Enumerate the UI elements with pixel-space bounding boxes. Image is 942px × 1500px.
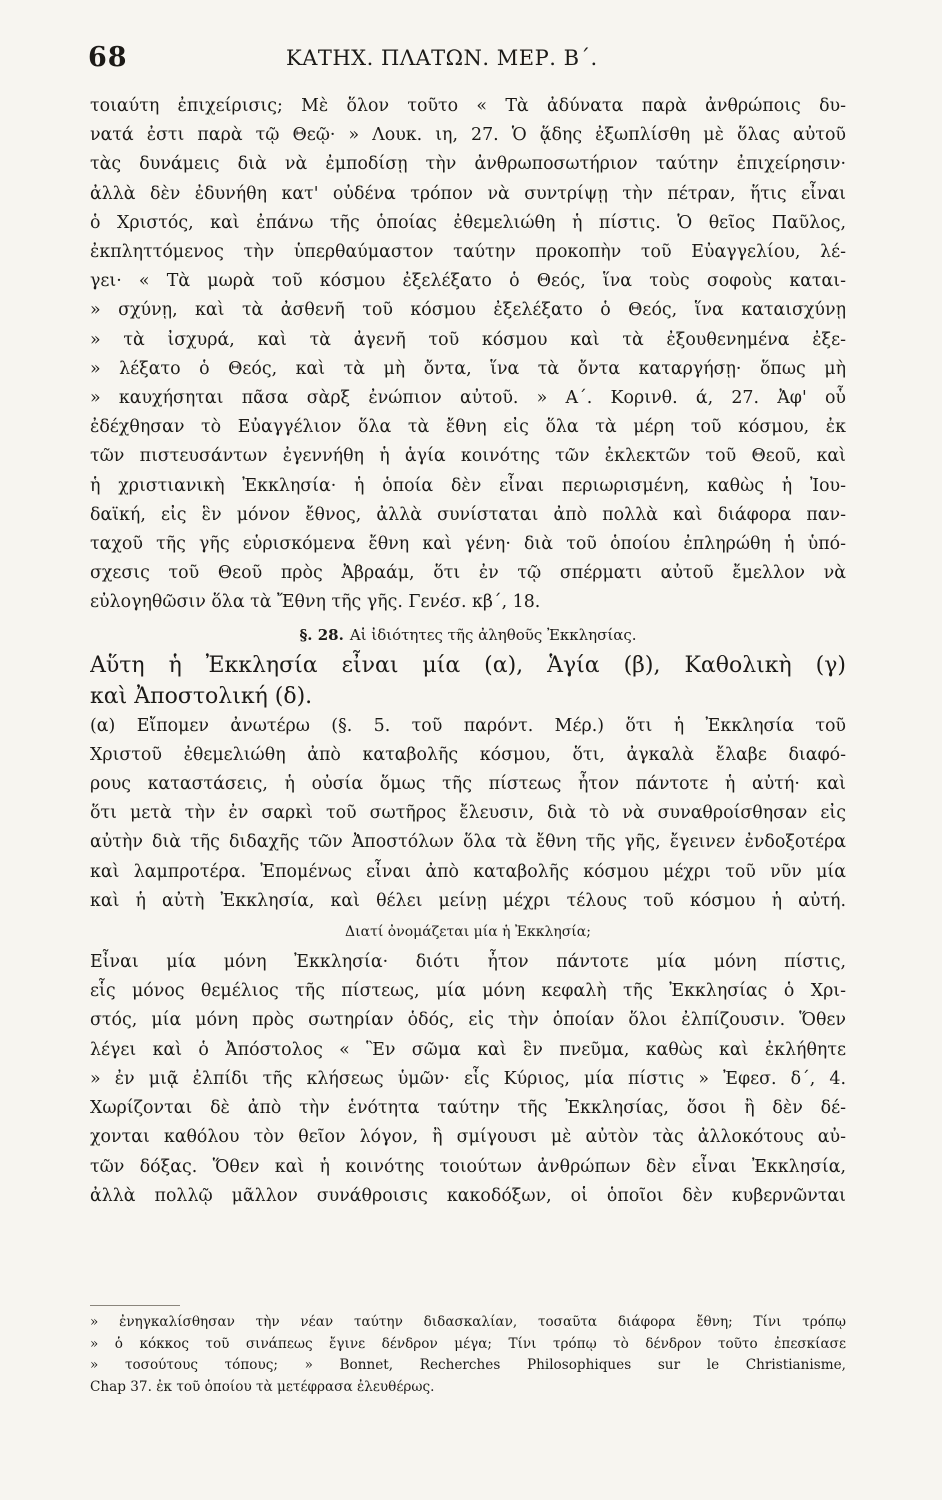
text-line: εὐλογηθῶσιν ὅλα τὰ Ἔθνη τῆς γῆς. Γενέσ. κβ΄, 18.	[90, 592, 541, 613]
text-line: καὶ λαμπροτέρα. Ἐπομένως εἶναι ἀπὸ καταβολῆς κόσμου μέχρι τοῦ νῦν μία	[90, 861, 846, 882]
text-line: λέγει καὶ ὁ Ἀπόστολος « Ἓν σῶμα καὶ ἓν πνεῦμα, καθὼς καὶ ἐκλήθητε	[90, 1039, 846, 1060]
section-number: §. 28.	[299, 625, 344, 644]
running-head: ΚΑΤΗΧ. ΠΛΑΤΩΝ. ΜΕΡ. Β΄.	[286, 46, 598, 70]
text-line: » λέξατο ὁ Θεός, καὶ τὰ μὴ ὄντα, ἵνα τὰ ὄντα καταργήσῃ· ὅπως μὴ	[90, 358, 846, 379]
footnote-line: » ἐνηγκαλίσθησαν τὴν νέαν ταύτην διδασκαλίαν, τοσαῦτα διάφορα ἔθνη; Τίνι τρόπῳ	[90, 1314, 846, 1330]
text-line: ταχοῦ τῆς γῆς εὑρισκόμενα ἔθνη καὶ γένη· διὰ τοῦ ὁποίου ἐπληρώθη ἡ ὑπό-	[90, 534, 846, 555]
text-line: σχεσις τοῦ Θεοῦ πρὸς Ἀβραάμ, ὅτι ἐν τῷ σπέρματι αὐτοῦ ἔμελλον νὰ	[90, 563, 846, 584]
text-line: τὰς δυνάμεις διὰ νὰ ἐμποδίσῃ τὴν ἀνθρωποσωτήριον ταύτην ἐπιχείρησιν·	[90, 154, 846, 175]
text-line: (α) Εἴπομεν ἀνωτέρω (§. 5. τοῦ παρόντ. Μέρ.) ὅτι ἡ Ἐκκλησία τοῦ	[90, 715, 846, 736]
text-line: γει· « Τὰ μωρὰ τοῦ κόσμου ἐξελέξατο ὁ Θεός, ἵνα τοὺς σοφοὺς καται-	[90, 271, 846, 292]
paragraph-intro	[90, 92, 846, 618]
text-line: τῶν πιστευσάντων ἐγεννήθη ἡ ἁγία κοινότης τῶν ἐκλεκτῶν τοῦ Θεοῦ, καὶ	[90, 446, 846, 467]
text-line: Χωρίζονται δὲ ἀπὸ τὴν ἑνότητα ταύτην τῆς Ἐκκλησίας, ὅσοι ἢ δὲν δέ-	[90, 1098, 846, 1119]
text-line: » καυχήσηται πᾶσα σὰρξ ἐνώπιον αὐτοῦ. » Α΄. Κορινθ. ά, 27. Ἀφ' οὗ	[90, 388, 846, 409]
text-line: στός, μία μόνη πρὸς σωτηρίαν ὁδός, εἰς τὴν ὁποίαν ὅλοι ἐλπίζουσιν. Ὅθεν	[90, 1010, 846, 1031]
thesis-statement	[90, 650, 846, 712]
text-line: » τὰ ἰσχυρά, καὶ τὰ ἀγενῆ τοῦ κόσμου καὶ τὰ ἐξουθενημένα ἐξε-	[90, 329, 846, 350]
text-line: τῶν δόξας. Ὅθεν καὶ ἡ κοινότης τοιούτων ἀνθρώπων δὲν εἶναι Ἐκκλησία,	[90, 1156, 846, 1177]
text-line: δαϊκή, εἰς ἓν μόνον ἔθνος, ἀλλὰ συνίσταται ἀπὸ πολλὰ καὶ διάφορα παν-	[90, 504, 846, 525]
text-line: Χριστοῦ ἐθεμελιώθη ἀπὸ καταβολῆς κόσμου, ὅτι, ἀγκαλὰ ἔλαβε διαφό-	[90, 744, 846, 765]
text-line: χονται καθόλου τὸν θεῖον λόγον, ἢ σμίγουσι μὲ αὐτὸν τὰς ἀλλοκότους αὐ-	[90, 1127, 846, 1148]
page-body	[90, 92, 846, 1211]
paragraph-answer	[90, 948, 846, 1211]
text-line: ὅτι μετὰ τὴν ἐν σαρκὶ τοῦ σωτῆρος ἔλευσιν, διὰ τὸ νὰ συναθροίσθησαν εἰς	[90, 803, 846, 824]
text-line: ὁ Χριστός, καὶ ἐπάνω τῆς ὁποίας ἐθεμελιώθη ἡ πίστις. Ὁ θεῖος Παῦλος,	[90, 212, 846, 233]
footnote-line: Chap 37. ἐκ τοῦ ὁποίου τὰ μετέφρασα ἐλευθέρως.	[90, 1378, 435, 1395]
text-line: ἀλλὰ δὲν ἐδυνήθη κατ' οὐδένα τρόπον νὰ συντρίψῃ τὴν πέτραν, ἥτις εἶναι	[90, 183, 846, 204]
paragraph-a	[90, 712, 846, 916]
question-heading: Διατί ὀνομάζεται μία ἡ Ἐκκλησία;	[345, 924, 591, 941]
text-line: εἷς μόνος θεμέλιος τῆς πίστεως, μία μόνη κεφαλὴ τῆς Ἐκκλησίας ὁ Χρι-	[90, 981, 846, 1002]
text-line: καὶ ἡ αὐτὴ Ἐκκλησία, καὶ θέλει μείνῃ μέχρι τέλους τοῦ κόσμου ἡ αὐτή.	[90, 890, 846, 911]
text-line: καὶ Ἀποστολική (δ).	[90, 683, 313, 709]
section-title: Αἱ ἰδιότητες τῆς ἀληθοῦς Ἐκκλησίας.	[349, 625, 637, 644]
section-heading	[90, 620, 846, 650]
text-line: ἐδέχθησαν τὸ Εὐαγγέλιον ὅλα τὰ ἔθνη εἰς ὅλα τὰ μέρη τοῦ κόσμου, ἐκ	[90, 417, 846, 438]
text-line: νατά ἐστι παρὰ τῷ Θεῷ· » Λουκ. ιη, 27. Ὁ ᾅδης ἐξωπλίσθη μὲ ὅλας αὐτοῦ	[90, 125, 846, 146]
text-line: ρους καταστάσεις, ἡ οὐσία ὅμως τῆς πίστεως ἦτον πάντοτε ἡ αὐτή· καὶ	[90, 774, 846, 795]
text-line: Εἶναι μία μόνη Ἐκκλησία· διότι ἦτον πάντοτε μία μόνη πίστις,	[90, 952, 846, 973]
text-line: » ἐν μιᾷ ἐλπίδι τῆς κλήσεως ὑμῶν· εἷς Κύριος, μία πίστις » Ἐφεσ. δ΄, 4.	[90, 1068, 846, 1089]
text-line: Αὕτη ἡ Ἐκκλησία εἶναι μία (α), Ἁγία (β), Καθολικὴ (γ)	[90, 652, 846, 678]
footnote-line: » ὁ κόκκος τοῦ σινάπεως ἔγινε δένδρον μέγα; Τίνι τρόπῳ τὸ δένδρον τοῦτο ἐπεσκίασε	[90, 1335, 846, 1352]
footnote-line: » τοσούτους τόπους; » Bonnet, Recherches Philosophiques sur le Christianisme,	[90, 1357, 846, 1373]
text-line: ἡ χριστιανικὴ Ἐκκλησία· ἡ ὁποία δὲν εἶναι περιωρισμένη, καθὼς ἡ Ἰου-	[90, 475, 846, 496]
text-line: αὐτὴν διὰ τῆς διδαχῆς τῶν Ἀποστόλων ὅλα τὰ ἔθνη τῆς γῆς, ἔγεινεν ἐνδοξοτέρα	[90, 832, 846, 853]
text-line: ἐκπληττόμενος τὴν ὑπερθαύμαστον ταύτην προκοπὴν τοῦ Εὐαγγελίου, λέ-	[90, 242, 846, 263]
text-line: ἀλλὰ πολλῷ μᾶλλον συνάθροισις κακοδόξων, οἱ ὁποῖοι δὲν κυβερνῶνται	[90, 1185, 846, 1206]
footnote	[90, 1312, 846, 1398]
text-line: τοιαύτη ἐπιχείρισις; Μὲ ὅλον τοῦτο « Τὰ ἀδύνατα παρὰ ἀνθρώποις δυ-	[90, 96, 846, 116]
text-line: » σχύνῃ, καὶ τὰ ἀσθενῆ τοῦ κόσμου ἐξελέξατο ὁ Θεός, ἵνα καταισχύνῃ	[90, 300, 846, 321]
footnote-rule	[90, 1305, 180, 1306]
page-header	[88, 38, 850, 78]
page-number: 68	[88, 42, 128, 73]
